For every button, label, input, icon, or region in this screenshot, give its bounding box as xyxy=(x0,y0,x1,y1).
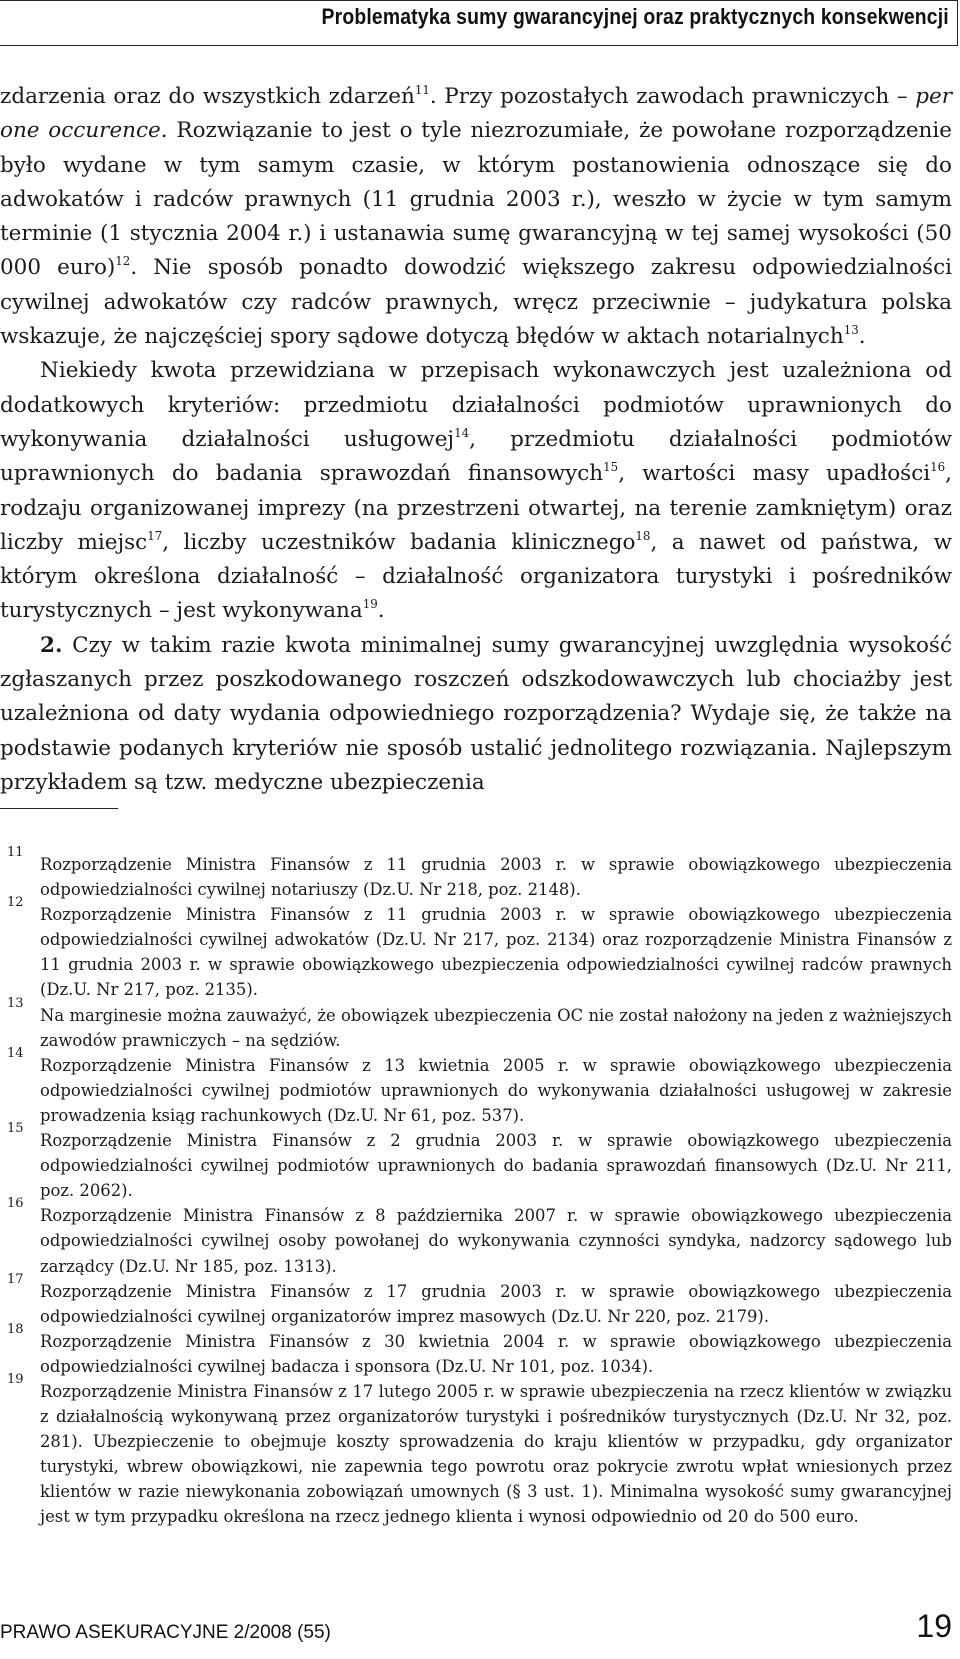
footnote-number: 11 xyxy=(7,845,24,860)
text-run: Niekiedy kwota przewidziana w przepisach wykonawczych jest uzależniona od dodatkowych kryteriów: przedmiotu działalności podmiotów uprawnionych do wykonywania działalności usługowej xyxy=(0,358,952,452)
footnote-ref-15: 15 xyxy=(603,460,619,475)
footnote-text: Rozporządzenie Ministra Finansów z 17 grudnia 2003 r. w sprawie obowiązkowego ubezpieczenia odpowiedzialności cywilnej organizatorów imprez masowych (Dz.U. Nr 220, poz. 2179). xyxy=(40,1281,952,1326)
footnote-ref-12: 12 xyxy=(115,254,131,269)
section-number: 2. xyxy=(40,632,63,658)
footnote xyxy=(0,895,952,1002)
footnote xyxy=(0,1271,952,1329)
paragraph-2 xyxy=(0,354,952,628)
footnote-text: Rozporządzenie Ministra Finansów z 2 grudnia 2003 r. w sprawie obowiązkowego ubezpieczenia odpowiedzialności cywilnej podmiotów uprawnionych do badania sprawozdań finansowych (Dz.U. Nr 211, poz. 2062). xyxy=(40,1131,952,1201)
footnote-number: 17 xyxy=(7,1271,24,1287)
text-run: , liczby uczestników badania klinicznego xyxy=(162,529,636,555)
footnote xyxy=(0,1371,952,1530)
text-run: . Nie sposób ponadto dowodzić większego zakresu odpowiedzialności cywilnej adwokatów czy radców prawnych, wręcz przeciwnie – judykatura polska wskazuje, że najczęściej spory sądowe dotyczą błędów w aktach notarialnych xyxy=(0,255,953,350)
text-run: . xyxy=(377,598,385,624)
text-run: . Rozwiązanie to jest o tyle niezrozumiałe, że powołane rozporządzenie było wydane w tym samym czasie, w którym postanowienia odnoszące się do adwokatów i radców prawnych (11 grudnia 2003 r.), weszło w życie w tym samym terminie (1 stycznia 2004 r.) i ustanawia sumę gwarancyjną w tej samej wysokości (50 000 euro) xyxy=(0,118,953,281)
footnote xyxy=(0,1045,952,1128)
text-run: , wartości masy upadłości xyxy=(618,461,931,487)
journal-footer: PRAWO ASEKURACYJNE 2/2008 (55) xyxy=(0,1622,331,1643)
footnote-text: Na marginesie można zauważyć, że obowiązek ubezpieczenia OC nie został nałożony na jeden z ważniejszych zawodów prawniczych – na sędziów. xyxy=(40,1005,952,1050)
footnote-text: Rozporządzenie Ministra Finansów z 17 lutego 2005 r. w sprawie ubezpieczenia na rzecz klientów w związku z działalnością wykonywaną przez organizatorów turystyki i pośredników turystycznych (Dz.U. Nr 32, poz. 281). Ubezpieczenie to obejmuje koszty sprowadzenia do kraju klientów w przypadku, gdy organizator turystyki, wbrew obowiązkowi, nie zapewnia tego powrotu oraz pokrycie zwrotu wpłat wniesionych przez klientów w razie niewykonania zobowiązań umownych (§ 3 ust. 1). Minimalna wysokość sumy gwarancyjnej jest w tym przypadku określona na rzecz jednego klienta i wynosi odpowiednio od 20 do 500 euro. xyxy=(40,1381,952,1527)
footnote-ref-17: 17 xyxy=(147,529,163,543)
footnote-number: 13 xyxy=(7,995,24,1011)
footnote xyxy=(0,995,952,1053)
text-run: Czy w takim razie kwota minimalnej sumy gwarancyjnej uwzględnia wysokość zgłaszanych przez poszkodowanego roszczeń odszkodowawczych lub chociażby jest uzależniona od daty wydania odpowiedniego rozporządzenia? Wydaje się, że także na podstawie podanych kryteriów nie sposób ustalić jednolitego rozwiązania. Najlepszym przykładem są tzw. medyczne ubezpieczenia xyxy=(0,632,952,795)
footnote xyxy=(0,845,952,902)
footnote-ref-16: 16 xyxy=(930,460,946,475)
footnote-ref-13: 13 xyxy=(843,323,859,338)
text-run: , przedmiotu działalności podmiotów uprawnionych do badania sprawozdań finansowych xyxy=(0,426,952,487)
footnote-text: Rozporządzenie Ministra Finansów z 13 kwietnia 2005 r. w sprawie obowiązkowego ubezpieczenia odpowiedzialności cywilnej podmiotów uprawnionych do wykonywania działalności usługowej w zakresie prowadzenia ksiąg rachunkowych (Dz.U. Nr 61, poz. 537). xyxy=(40,1055,952,1125)
footnote xyxy=(0,1321,952,1379)
footnote-number: 19 xyxy=(7,1371,24,1387)
italic-phrase: per one occurence xyxy=(0,84,952,144)
paragraph-3 xyxy=(0,629,952,800)
text-run: zdarzenia oraz do wszystkich zdarzeń xyxy=(0,84,415,109)
footnote-number: 15 xyxy=(7,1121,24,1137)
footnote-ref-14: 14 xyxy=(454,426,470,441)
footnote-ref-19: 19 xyxy=(362,597,378,612)
footnote-separator xyxy=(0,808,118,809)
page-number: 19 xyxy=(916,1608,952,1644)
footnote-text: Rozporządzenie Ministra Finansów z 8 października 2007 r. w sprawie obowiązkowego ubezpieczenia odpowiedzialności cywilnej osoby powołanej do wykonywania czynności syndyka, nadzorcy sądowego lub zarządcy (Dz.U. Nr 185, poz. 1313). xyxy=(40,1206,952,1276)
text-run: . xyxy=(858,324,866,350)
main-text xyxy=(0,80,952,800)
footnote-text: Rozporządzenie Ministra Finansów z 30 kwietnia 2004 r. w sprawie obowiązkowego ubezpieczenia odpowiedzialności cywilnej badacza i sponsora (Dz.U. Nr 101, poz. 1034). xyxy=(40,1331,952,1376)
text-run: , rodzaju organizowanej imprezy (na przestrzeni otwartej, na terenie zamkniętym) oraz liczby miejsc xyxy=(0,461,953,555)
footnote-text: Rozporządzenie Ministra Finansów z 11 grudnia 2003 r. w sprawie obowiązkowego ubezpieczenia odpowiedzialności cywilnej adwokatów (Dz.U. Nr 217, poz. 2134) oraz rozporządzenie Ministra Finansów z 11 grudnia 2003 r. w sprawie obowiązkowego ubezpieczenia odpowiedzialności cywilnej radców prawnych (Dz.U. Nr 217, poz. 2135). xyxy=(40,905,952,1000)
footnote-ref-18: 18 xyxy=(635,529,651,543)
footnote-text: Rozporządzenie Ministra Finansów z 11 grudnia 2003 r. w sprawie obowiązkowego ubezpieczenia odpowiedzialności cywilnej notariuszy (Dz.U. Nr 218, poz. 2148). xyxy=(40,855,952,900)
footnote xyxy=(0,1196,952,1278)
text-run: . Przy pozostałych zawodach prawniczych – xyxy=(429,84,916,109)
text-run: , a nawet od państwa, w którym określona działalność – działalność organizatora turystyki i pośredników turystycznych – jest wykonywana xyxy=(0,529,952,624)
footnote-ref-11: 11 xyxy=(414,83,430,98)
footnote xyxy=(0,1121,952,1203)
footnote-number: 18 xyxy=(7,1321,24,1337)
footnotes xyxy=(0,845,952,1530)
footnote-number: 12 xyxy=(7,895,24,911)
footnote-number: 14 xyxy=(7,1045,24,1061)
paragraph-1 xyxy=(0,80,952,354)
running-header-title: Problematyka sumy gwarancyjnej oraz praktycznych konsekwencji xyxy=(321,4,949,29)
footnote-number: 16 xyxy=(7,1196,24,1212)
running-header xyxy=(0,0,958,46)
